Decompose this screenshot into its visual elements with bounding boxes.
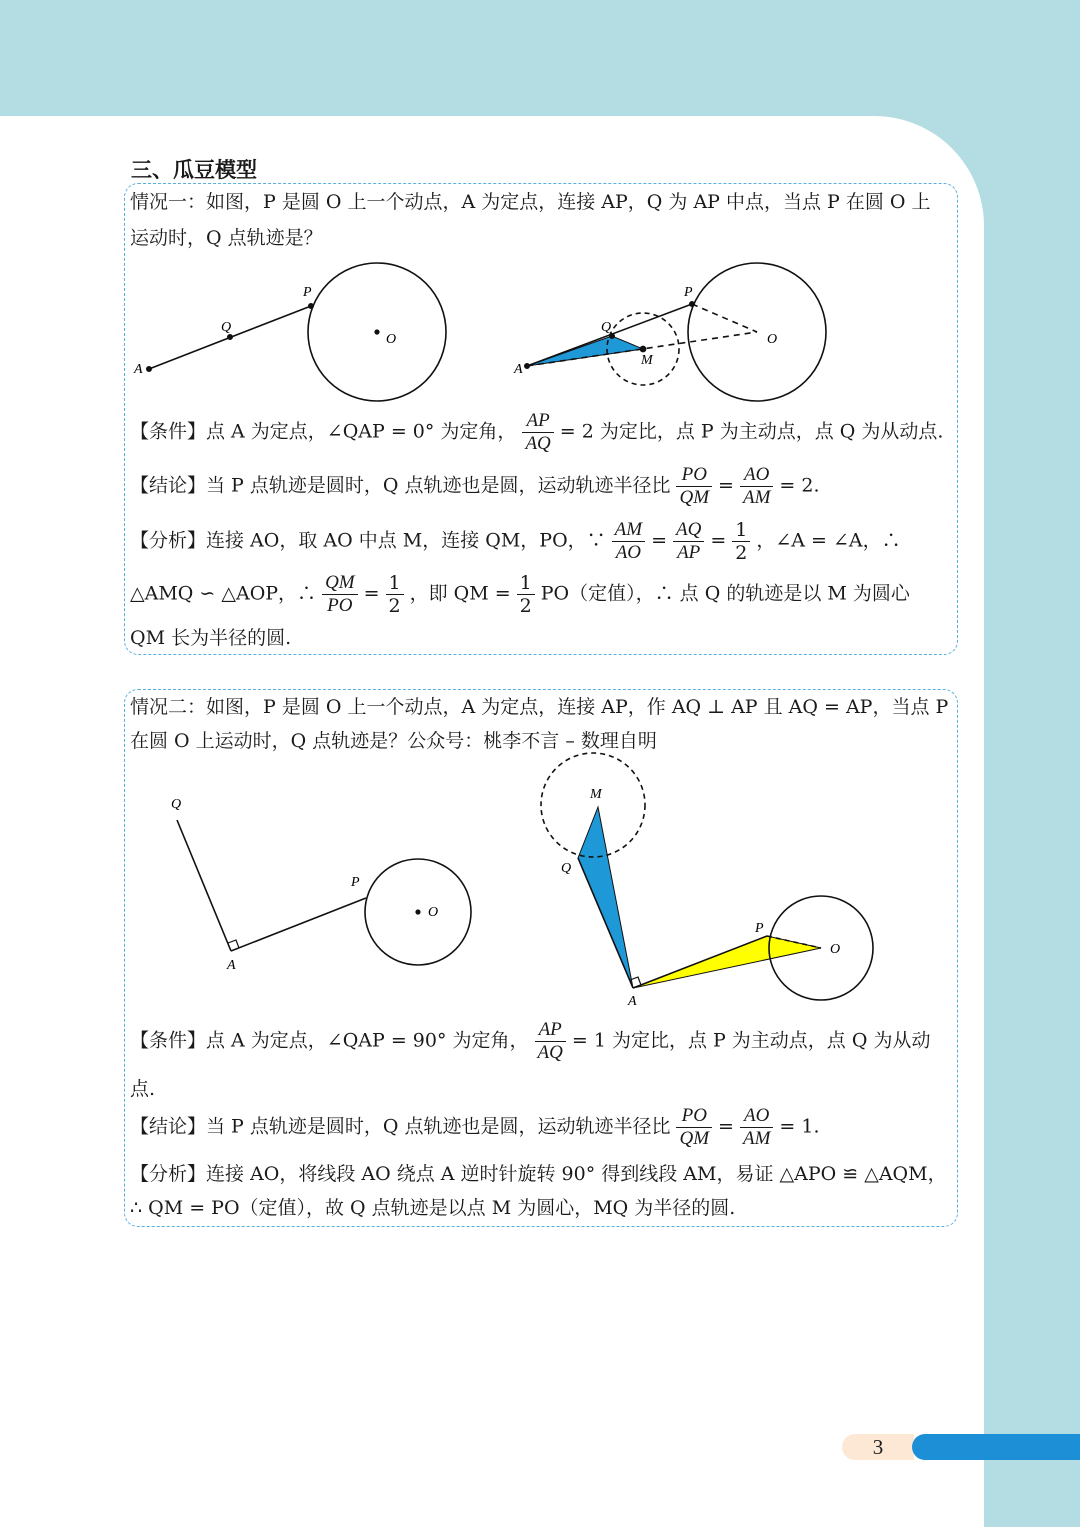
case2-conclusion-text: 【结论】当 P 点轨迹是圆时，Q 点轨迹也是圆，运动轨迹半径比	[130, 1115, 671, 1138]
fraction: $\frac{PO}{QM}$	[676, 1105, 712, 1150]
segment-po-dashed	[692, 304, 757, 332]
case1-analysis2-text-b: ，即 QM =	[409, 582, 511, 605]
case1-analysis: 【分析】连接 AO，取 AO 中点 M，连接 QM，PO，∵ $\frac{AM}{AO}$ = $\frac{AQ}{AP}$ = $\frac{1}{2}$ ，∠A = ∠A，∴	[130, 519, 901, 564]
point-p	[309, 304, 313, 308]
label-a: A	[514, 362, 523, 377]
fraction: $\frac{AQ}{AP}$	[673, 519, 704, 564]
label-m: M	[641, 353, 653, 368]
point-a	[147, 367, 151, 371]
label-a: A	[227, 958, 236, 973]
point-m	[640, 346, 645, 351]
fraction: $\frac{AM}{AO}$	[612, 519, 645, 564]
fraction: $\frac{1}{2}$	[517, 572, 535, 617]
case1-condition-text: 【条件】点 A 为定点，∠QAP = 0° 为定角，	[130, 420, 517, 443]
label-o: O	[428, 905, 439, 920]
label-q: Q	[601, 320, 612, 335]
label-p: P	[684, 285, 693, 300]
fraction: $\frac{PO}{QM}$	[676, 464, 712, 509]
fraction: $\frac{AP}{AQ}$	[522, 410, 553, 455]
label-p: P	[303, 285, 312, 300]
segment-aq	[177, 820, 231, 951]
case1-figure-right	[525, 263, 826, 401]
label-q: Q	[561, 861, 572, 876]
case1-conclusion: 【结论】当 P 点轨迹是圆时，Q 点轨迹也是圆，运动轨迹半径比 $\frac{PO}{QM}$ = $\frac{AO}{AM}$ = 2.	[130, 464, 820, 508]
segment-ap	[231, 898, 366, 951]
case1-conclusion-text-b: = 2.	[779, 474, 820, 497]
point-p	[690, 302, 694, 306]
case2-conclusion: 【结论】当 P 点轨迹是圆时，Q 点轨迹也是圆，运动轨迹半径比 $\frac{PO}{QM}$ = $\frac{AO}{AM}$ = 1.	[130, 1105, 820, 1149]
label-p: P	[755, 921, 764, 936]
case1-analysis-line3: QM 长为半径的圆.	[130, 627, 292, 649]
case1-analysis-text-b: ，∠A = ∠A，∴	[756, 529, 901, 552]
fraction: $\frac{1}{2}$	[732, 519, 750, 564]
case1-figure-left	[147, 263, 446, 401]
case1-analysis-line2: △AMQ ∽ △AOP，∴ $\frac{QM}{PO}$ = $\frac{1}{2}$ ，即 QM = $\frac{1}{2}$ PO（定值），∴ 点 Q 的轨迹是以 M 为圆心	[130, 572, 910, 617]
page-bar	[912, 1434, 1080, 1460]
point-q	[228, 335, 232, 339]
section-title: 三、瓜豆模型	[131, 158, 257, 182]
case2-analysis-line1: 【分析】连接 AO，将线段 AO 绕点 A 逆时针旋转 90° 得到线段 AM，易证 △APO ≌ △AQM，	[130, 1163, 947, 1185]
fraction: $\frac{1}{2}$	[386, 572, 404, 617]
label-a: A	[628, 994, 637, 1009]
fraction: $\frac{AO}{AM}$	[740, 1105, 773, 1150]
case2-intro-line1: 情况二：如图，P 是圆 O 上一个动点，A 为定点，连接 AP，作 AQ ⊥ AP 且 AQ = AP，当点 P	[130, 696, 949, 718]
label-o: O	[767, 332, 778, 347]
fraction: $\frac{QM}{PO}$	[322, 572, 358, 617]
label-p: P	[351, 875, 360, 890]
case2-conclusion-text-b: = 1.	[779, 1115, 820, 1138]
point-o	[416, 910, 420, 914]
case2-condition-line2: 点.	[130, 1078, 156, 1100]
case1-condition-text-b: = 2 为定比，点 P 为主动点，点 Q 为从动点.	[559, 420, 944, 443]
point-o	[375, 330, 379, 334]
triangle-aqm	[578, 807, 633, 988]
case1-intro-line2: 运动时，Q 点轨迹是？	[130, 227, 323, 249]
label-m: M	[590, 787, 602, 802]
case2-condition-text-b: = 1 为定比，点 P 为主动点，点 Q 为从动	[571, 1029, 931, 1052]
label-o: O	[830, 942, 841, 957]
case1-analysis2-text: △AMQ ∽ △AOP，∴	[130, 582, 317, 605]
case2-figure-left	[177, 820, 471, 965]
case1-analysis-text: 【分析】连接 AO，取 AO 中点 M，连接 QM，PO，∵	[130, 529, 606, 552]
label-o: O	[386, 332, 397, 347]
label-q: Q	[221, 320, 232, 335]
case2-condition-text: 【条件】点 A 为定点，∠QAP = 90° 为定角，	[130, 1029, 529, 1052]
case2-analysis-line2: ∴ QM = PO（定值），故 Q 点轨迹是以点 M 为圆心，MQ 为半径的圆.	[130, 1197, 736, 1219]
fraction: $\frac{AO}{AM}$	[740, 464, 773, 509]
case1-analysis2-text-c: PO（定值），∴ 点 Q 的轨迹是以 M 为圆心	[540, 582, 910, 605]
fraction: $\frac{AP}{AQ}$	[535, 1019, 566, 1064]
label-a: A	[134, 362, 143, 377]
case1-conclusion-text: 【结论】当 P 点轨迹是圆时，Q 点轨迹也是圆，运动轨迹半径比	[130, 474, 671, 497]
case2-intro-line2: 在圆 O 上运动时，Q 点轨迹是？公众号：桃李不言 – 数理自明	[130, 730, 657, 752]
case1-intro-line1: 情况一：如图，P 是圆 O 上一个动点，A 为定点，连接 AP，Q 为 AP 中点，当点 P 在圆 O 上	[130, 191, 931, 213]
point-a	[525, 364, 529, 368]
label-q: Q	[171, 797, 182, 812]
triangle-apo	[633, 936, 821, 988]
page-number: 3	[842, 1434, 914, 1460]
